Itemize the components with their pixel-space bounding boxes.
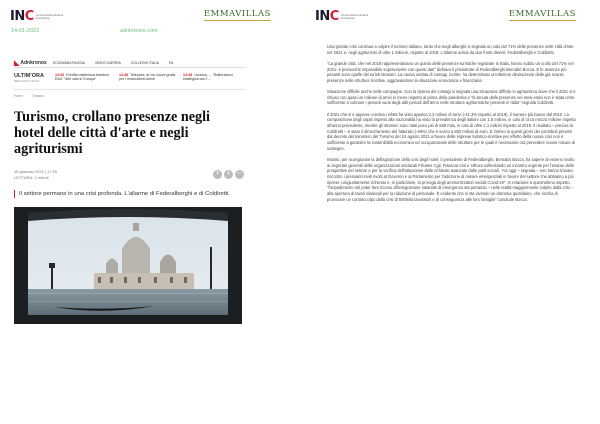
emma-villas-text: EMMAVILLAS: [203, 9, 271, 19]
ticker-text: Ucraina, ... "Rafforziamo strategica con l'...: [183, 73, 234, 82]
nav-item[interactable]: COLLEGHI ITALIA: [130, 60, 160, 65]
article-date: 18 gennaio 2022 | 17:59: [14, 169, 58, 174]
right-page: [305, 0, 600, 424]
reading-time: LETTURA: 3 minuti: [14, 175, 49, 180]
more-share-icon[interactable]: ···: [237, 171, 242, 177]
nav-item[interactable]: VIDEO GUERRA: [94, 60, 121, 65]
article-summary: Il settore permane in una crisi profonda. L'allarme di Federalberghi e di Coldiretti.: [14, 190, 232, 198]
site-nav: [14, 58, 246, 68]
breadcrumb: [14, 94, 246, 98]
body-paragraph: Una grande crisi continua a colpire il turismo italiano, tanto che negli alberghi si segnala un calo del 71% delle presenze nelle città d'arte nel 2021 e, negli agriturismi di oltre 1 milione, rispetto al 2019. L'allarme arriva da due fronti diversi: Federalberghi e Coldiretti.: [327, 44, 574, 55]
body-paragraph: "La grande città, che nel 2019 rappresentavano un quinto delle presenze turistiche registrate in Italia, hanno subito un crollo del 71% nel 2021- è pressoché impossibile sopravvivere con questi dati" dichiara il presidente di Federalberghi Bernabò Bocca. E le assenze più pesanti sono quelle dei turisti stranieri. La nuova ondata di contagi, inoltre, ha determinato un'ulteriore diminuzione delle già scarse presenze nelle strutture ricettive, aggravandone la situazione economica e finanziaria.: [327, 60, 574, 83]
news-ticker: [14, 70, 246, 90]
inc-logo-text: INC: [10, 9, 34, 24]
breadcrumb-item[interactable]: Turismo: [31, 94, 45, 98]
emma-villas-logo: [204, 9, 271, 21]
twitter-icon[interactable]: t: [224, 170, 233, 179]
inc-logo-subtitle: Comunicazione Ricerca Innovazione: [35, 13, 64, 20]
clipping-date: 14-01-2022: [11, 28, 40, 34]
ticker-time: 13:48: [119, 73, 129, 77]
article-headline: Turismo, crollano presenze negli hotel delle città d'arte e negli agriturismi: [14, 109, 210, 157]
adnkronos-mark-icon: ◣: [14, 59, 20, 67]
article-meta: [14, 169, 246, 181]
share-buttons: [213, 170, 244, 179]
logo-underline: [204, 20, 271, 21]
ticker-title: ULTIM'ORA: [14, 73, 44, 79]
ticker-item[interactable]: [116, 70, 180, 89]
adnkronos-logo-text: Adnkronos: [20, 59, 47, 66]
page-header: [305, 0, 600, 32]
ticker-time: 13:48: [183, 73, 193, 77]
body-paragraph: Intanto, per scongiurare la deflagrazione della crisi degli hotel, il presidente di Federalberghi, Bernabò Bocca, ha sapere di essersi rivolto ai segretari generali delle organizzazioni sindacali Filcams Cgil, Fisascat Cisl e Uiltucs sollecitando un incontro urgente per l'esame delle prospettive del settore e per la verifica dell'attuazione delle richieste avanzate dalle parti sociali. "Ad oggi – segnala – non hanno trovato riscontro i pressanti inviti rivolti al Governo e al Parlamento per l'adozione di misure emergenziali in favore del settore che abbiamo a più riprese congiuntamente richiesto e, in particolare, la proroga degli ammortizzatori sociali Covid-19". In relazione a quest'ultimo aspetto, "l'impedimento nel poter fare ricorso all'integrazione salariale di emergenza sta portando – nelle realtà maggiormente colpite dalla crisi – alla apertura di tavoli sindacali per la riduzione di personale. È evidente che si sta vivendo un dramma quotidiano, che rischia di provocare un contraccolpo dalla crisi di 500mila lavoratori e di conseguenza alle loro famiglie" conclude Bocca.: [327, 156, 575, 202]
ticker-item[interactable]: [52, 70, 116, 89]
article-clipping: [14, 58, 246, 378]
inc-logo: [315, 9, 377, 24]
body-paragraph: Il 2021 che si è appena concluso infatti ha visto appena 2,2 milioni di arrivi (-41,3% rispetto al 2019), il numero più basso dal 2010. La composizione degli ospiti rispetto alla nazionalità ha visto la prevalenza degli italiani con 1,5 milioni, in calo di circa mezzo milione rispetto all'anno precedente, mentre gli stranieri sono stati poco più di 669 mila, in calo di oltre 1,1 milioni rispetto al 2019. Il risultato – precisa la Coldiretti – è stato il dimezzamento del fatturato (-49%) che è sceso a 802 milioni di euro. E l'arrivo in questi giorni dei contributi previsti dal decreto del ministero del Turismo del 24 agosto 2021 a favore delle imprese turistico-ricettive per effetto della nuova crisi non è sufficiente a garantire la sostenibilità economica ed occupazionale delle strutture per le quali è necessario ora prevedere nuove misure di sostegno.: [327, 111, 576, 151]
ticker-label: [14, 70, 52, 89]
adnkronos-logo[interactable]: [14, 59, 48, 67]
breadcrumb-item[interactable]: Home: [14, 94, 24, 98]
inc-logo-text: INC: [315, 9, 339, 24]
logo-underline: [509, 20, 576, 21]
ticker-text: Telepass, al via nuove gratis per i motociclisti clienti: [119, 73, 176, 82]
facebook-icon[interactable]: f: [213, 170, 222, 179]
emma-villas-logo: [509, 9, 576, 21]
left-page: [0, 0, 295, 424]
ticker-subtitle: BREAKING NEWS: [14, 79, 40, 83]
body-paragraph: Situazione difficile anche nelle campagne. Con la ripresa dei contagi si segnala una situazione difficile in agriturismo dove che il 2021 si è chiuso con quasi un milione di arrivi in meno rispetto al prima della pandemia e "la tenuta delle presenze nei mesi estivi non è stata certo sufficiente a colmare i pesanti vuoti degli altri periodi dell'anno nelle strutture agrituristiche presenti in Italia" segnala Coldiretti.: [327, 89, 576, 106]
ticker-time: 13:54: [55, 73, 65, 77]
ticker-text: Eredità misteriosa bambini, Eckl: "Altri casi in Europa": [55, 73, 110, 82]
clipping-source: adnkronos.com: [120, 28, 158, 34]
ticker-item[interactable]: [180, 70, 244, 89]
inc-logo-subtitle: Comunicazione Ricerca Innovazione: [340, 13, 369, 20]
nav-item[interactable]: ECONOMIA RUSSIA: [53, 60, 85, 65]
inc-logo: [10, 9, 72, 24]
article-body: [327, 44, 577, 208]
emma-villas-text: EMMAVILLAS: [508, 9, 576, 19]
venice-photo: [14, 207, 242, 324]
nav-item[interactable]: PA: [169, 60, 174, 65]
